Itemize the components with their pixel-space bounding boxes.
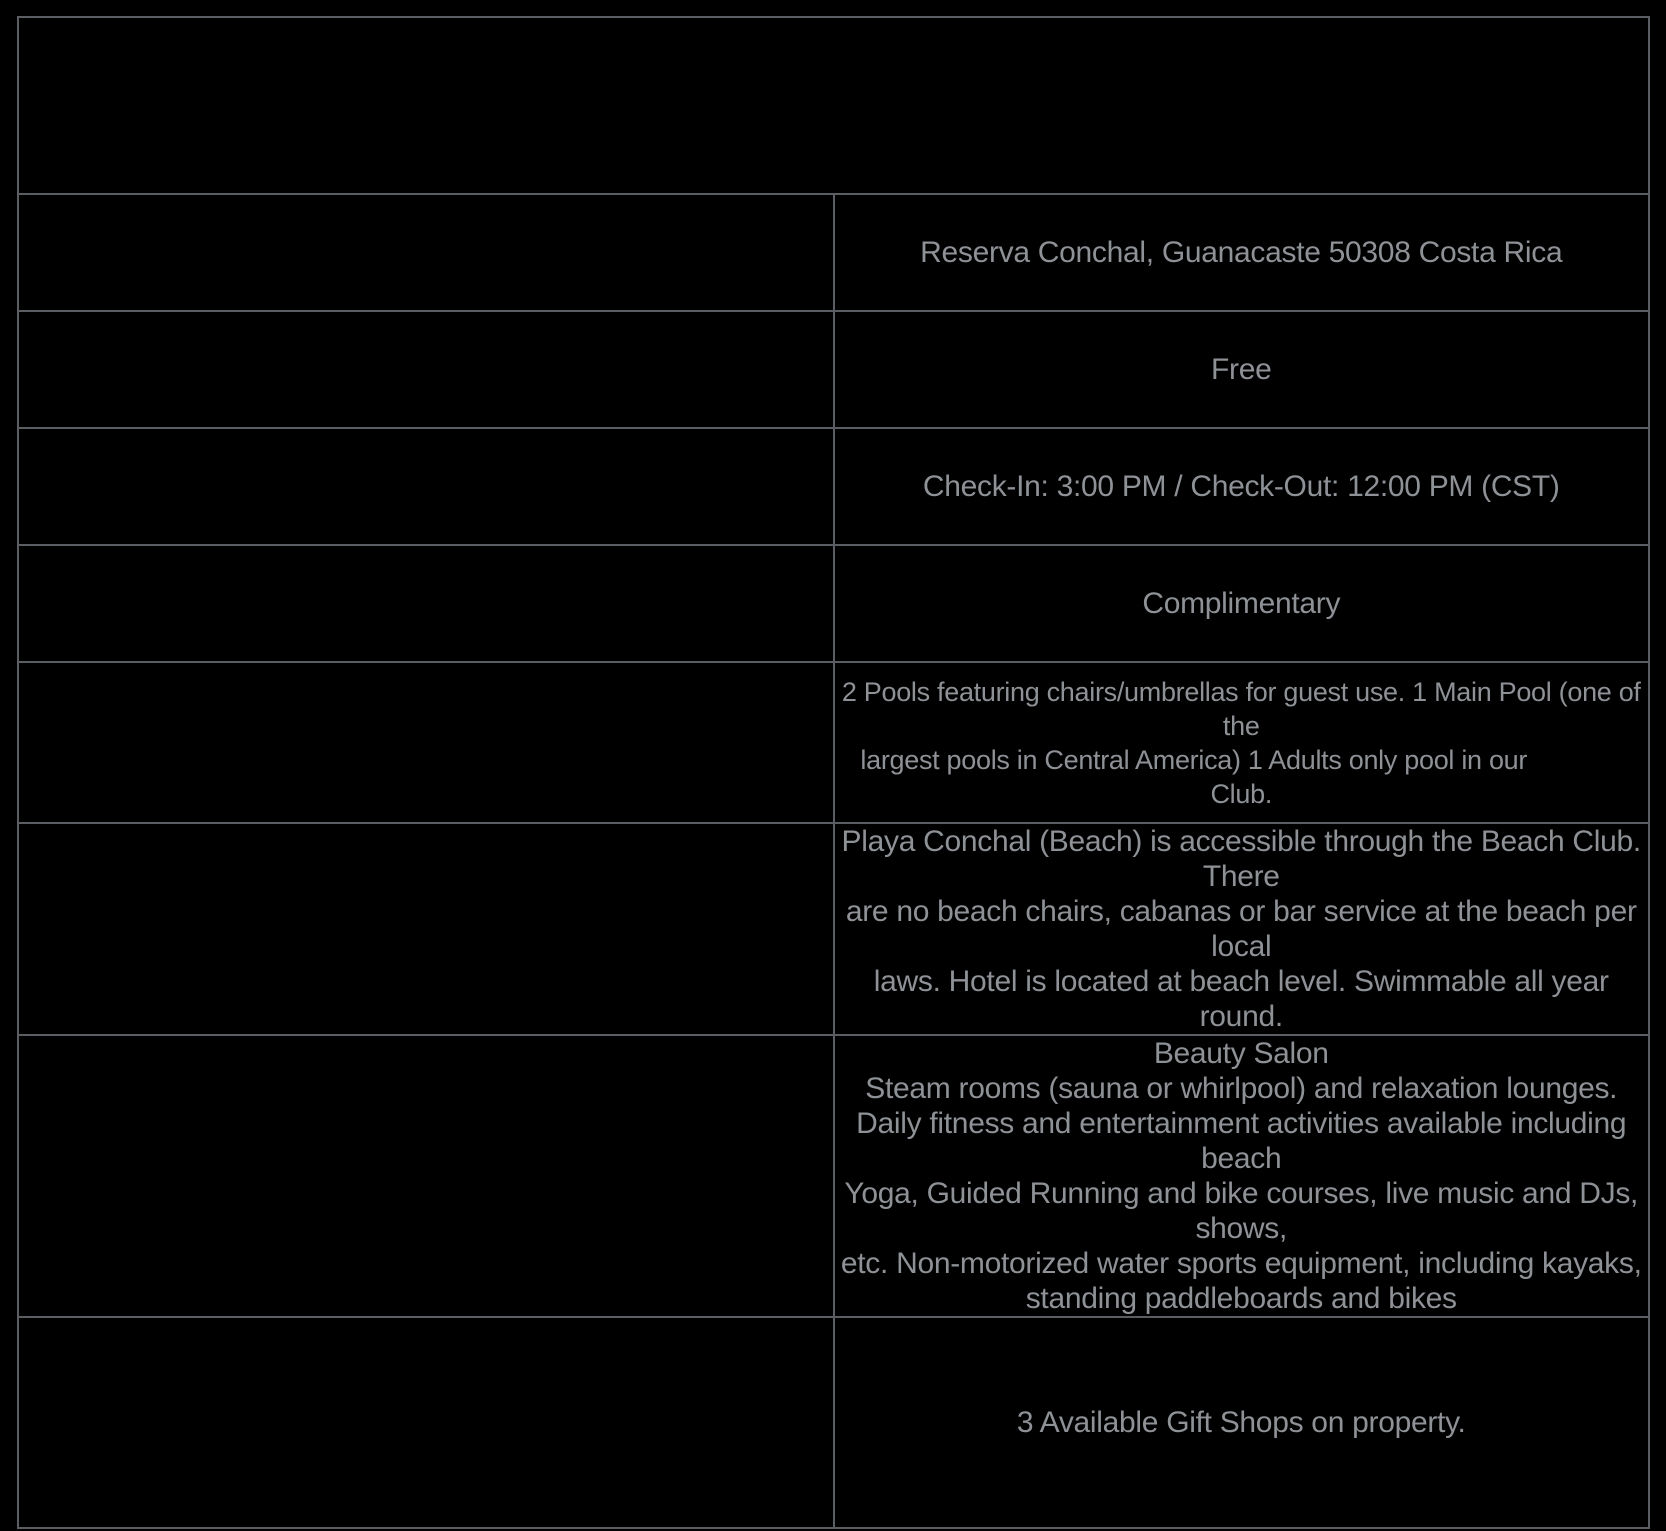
row-label <box>18 311 834 428</box>
beach-line-3: laws. Hotel is located at beach level. Swimmable all year round. <box>873 965 1609 1033</box>
spa-line-4: Yoga, Guided Running and bike courses, live music and DJs, shows, <box>844 1177 1639 1245</box>
table-row-beach <box>18 823 1649 1035</box>
table-row-pools <box>18 662 1649 823</box>
row-label <box>18 194 834 311</box>
parking-value: Complimentary <box>834 545 1650 662</box>
row-label <box>18 545 834 662</box>
table-row-spa <box>18 1035 1649 1317</box>
table-row-wifi <box>18 311 1649 428</box>
spa-line-3: Daily fitness and entertainment activities available including beach <box>856 1107 1627 1175</box>
spa-line-6: standing paddleboards and bikes <box>1025 1282 1457 1315</box>
row-label <box>18 428 834 545</box>
beach-value <box>834 823 1650 1035</box>
row-label <box>18 662 834 823</box>
spa-line-2: Steam rooms (sauna or whirlpool) and relaxation lounges. <box>865 1072 1618 1105</box>
shops-value: 3 Available Gift Shops on property. <box>834 1317 1650 1528</box>
beach-line-1: Playa Conchal (Beach) is accessible through the Beach Club. There <box>841 825 1641 893</box>
table-header <box>18 17 1649 194</box>
spa-line-5: etc. Non-motorized water sports equipment, including kayaks, <box>840 1247 1642 1280</box>
pools-line-2-text: largest pools in Central America) 1 Adults only pool in our <box>860 744 1528 775</box>
row-label <box>18 1035 834 1317</box>
address-value: Reserva Conchal, Guanacaste 50308 Costa Rica <box>834 194 1650 311</box>
spa-value <box>834 1035 1650 1317</box>
table-row-checkin <box>18 428 1649 545</box>
row-label <box>18 1317 834 1528</box>
table-row-parking <box>18 545 1649 662</box>
row-label <box>18 823 834 1035</box>
pools-line-2-end: Club. <box>1210 778 1273 809</box>
pools-line-2 <box>841 743 1643 811</box>
beach-line-2: are no beach chairs, cabanas or bar service at the beach per local <box>845 895 1637 963</box>
table-header-row <box>18 17 1649 194</box>
table-row-shops <box>18 1317 1649 1528</box>
spa-line-1: Beauty Salon <box>1153 1037 1329 1070</box>
pools-line-1: 2 Pools featuring chairs/umbrellas for guest use. 1 Main Pool (one of the <box>841 676 1641 741</box>
table-row-address <box>18 194 1649 311</box>
hotel-info-table <box>17 16 1650 1529</box>
pools-value <box>834 662 1650 823</box>
wifi-value: Free <box>834 311 1650 428</box>
checkin-value: Check-In: 3:00 PM / Check-Out: 12:00 PM (CST) <box>834 428 1650 545</box>
